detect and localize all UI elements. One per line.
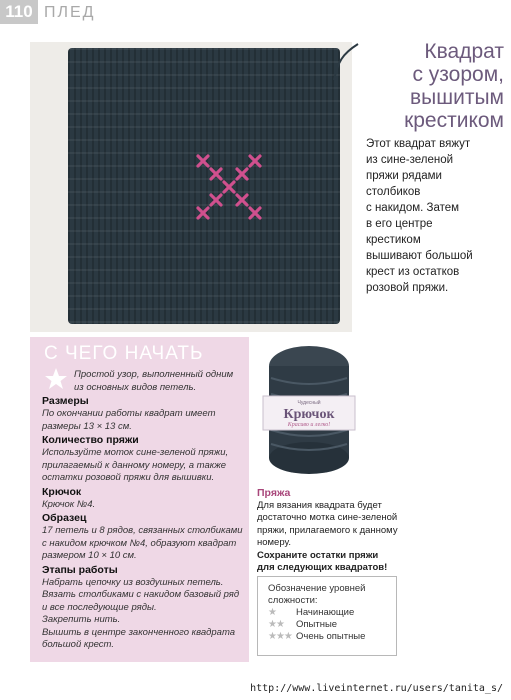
yarn-line: остатки розовой пряжи для вышивки. [42, 472, 215, 483]
legend-caption: Обозначение уровней [268, 583, 366, 594]
yarn-info [257, 487, 397, 575]
intro-line: крест из остатков [366, 266, 460, 278]
star-icon: ★★ [268, 619, 284, 630]
box-body [42, 369, 242, 652]
intro-line: крестиком [366, 234, 421, 246]
yarn-line: Используйте моток сине-зеленой пряжи, [42, 447, 229, 458]
title-line: с узором, [412, 63, 504, 86]
steps-line: Набрать цепочку из воздушных петель. [42, 576, 224, 588]
size-line: размеры 13 × 13 см. [42, 420, 132, 432]
level-label: Начинающие [296, 607, 355, 618]
yarn-info-line: достаточно мотка сине-зеленой [257, 512, 398, 523]
steps-line: и все последующие ряды. [42, 601, 157, 613]
steps-line: Закрепить нить. [42, 614, 121, 625]
level-row [268, 631, 390, 643]
hook-heading: Крючок [42, 485, 82, 498]
difficulty-legend [257, 576, 397, 656]
cross-stitch-embroidery [68, 48, 340, 324]
intro-line: из сине-зеленой [366, 154, 454, 166]
getting-started-box [30, 337, 249, 662]
yarn-info-line: номеру. [257, 537, 291, 548]
intro-line: столбиков [366, 186, 421, 198]
intro-line: пряжи рядами [366, 170, 442, 182]
size-heading: Размеры [42, 395, 89, 407]
title-line: Квадрат [424, 40, 504, 63]
level-row [268, 619, 390, 631]
label-small-print: Чудесный [297, 400, 321, 406]
level-label: Опытные [296, 619, 338, 630]
page-number: 110 [0, 0, 38, 24]
star-icon: ★ [268, 607, 276, 618]
label-brand: Крючок [283, 407, 335, 422]
legend-caption: сложности: [268, 595, 318, 606]
sample-line: с накидом крючком №4, образуют квадрат [42, 537, 237, 549]
intro-line: Этот квадрат вяжут [366, 138, 471, 150]
size-line: По окончании работы квадрат имеет [42, 408, 216, 419]
steps-line: Вышить в центре законченного квадрата [42, 626, 236, 638]
hook-line: Крючок №4. [42, 498, 96, 510]
page-header [0, 0, 511, 26]
yarn-info-note: для следующих квадратов! [257, 562, 388, 573]
yarn-tail [330, 42, 360, 82]
box-title: С ЧЕГО НАЧАТЬ [44, 343, 204, 364]
source-url[interactable]: http://www.liveinternet.ru/users/tanita_s/ [250, 683, 503, 694]
article-intro [366, 136, 504, 296]
yarn-info-title: Пряжа [257, 487, 291, 499]
section-title: ПЛЕД [44, 4, 96, 21]
steps-line: Вязать столбиками с накидом базовый ряд [42, 589, 240, 600]
intro-line: розовой пряжи. [366, 282, 449, 294]
yarn-ball-image [257, 338, 362, 478]
level-label: Очень опытные [296, 631, 366, 642]
article-title [364, 40, 504, 132]
yarn-ball-photo [257, 338, 362, 478]
yarn-info-line: Для вязания квадрата будет [257, 499, 382, 511]
level-row [268, 607, 390, 619]
title-line: крестиком [404, 109, 504, 132]
intro-line: из основных видов петель. [74, 381, 197, 393]
crochet-swatch [68, 48, 340, 324]
yarn-line: прилагаемый к данному номеру, а также [42, 459, 227, 471]
steps-line: большой крест. [42, 639, 115, 650]
intro-line: с накидом. Затем [366, 202, 460, 214]
sample-line: размером 10 × 10 см. [42, 550, 137, 561]
intro-line: в его центре [366, 218, 433, 230]
sample-heading: Образец [42, 512, 87, 524]
yarn-info-line: пряжи, прилагаемого к данному [257, 524, 398, 536]
steps-heading: Этапы работы [42, 563, 118, 576]
star-icon: ★★★ [268, 631, 292, 642]
yarn-info-note: Сохраните остатки пряжи [257, 549, 379, 561]
swatch-photo [30, 42, 352, 332]
intro-line: вышивают большой [366, 250, 473, 262]
label-tagline: Красиво и легко! [287, 422, 331, 428]
yarn-heading: Количество пряжи [42, 434, 139, 446]
title-line: вышитым [410, 86, 504, 109]
sample-line: 17 петель и 8 рядов, связанных столбиками [42, 525, 243, 536]
intro-line: Простой узор, выполненный одним [74, 369, 234, 380]
